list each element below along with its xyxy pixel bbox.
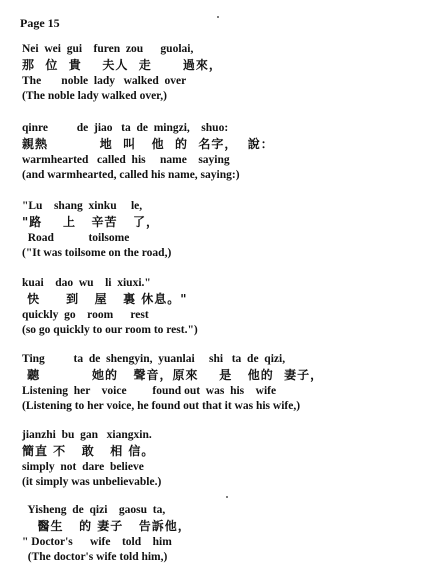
translation-line: (The doctor's wife told him,) (22, 551, 168, 563)
hanzi-line: 快 到 屋 裏 休息。" (22, 292, 188, 306)
pinyin-line: Ting ta de shengyin, yuanlai shi ta de qizi, (22, 353, 286, 365)
pinyin-line: Yisheng de qizi gaosu ta, (22, 504, 166, 516)
hanzi-line: 醫生 的 妻子 告訴他， (22, 519, 191, 533)
gloss-line: Road toilsome (22, 232, 130, 244)
pinyin-line: qinre de jiao ta de mingzi, shuo: (22, 122, 229, 134)
translation-line: (Listening to her voice, he found out that it was his wife,) (22, 400, 301, 412)
gloss-line: quickly go room rest (22, 309, 149, 321)
page-number: Page 15 (20, 16, 60, 30)
translation-line: (The noble lady walked over,) (22, 90, 167, 102)
hanzi-line: "路 上 辛苦 了， (22, 215, 160, 229)
scan-speck (217, 16, 219, 18)
hanzi-line: 簡直 不 敢 相 信。 (22, 444, 155, 458)
translation-line: (and warmhearted, called his name, saying:) (22, 169, 240, 181)
translation-line: (so go quickly to our room to rest.") (22, 324, 198, 336)
gloss-line: " Doctor's wife told him (22, 536, 172, 548)
scan-speck (226, 496, 228, 498)
hanzi-line: 聽 她的 聲音，原來 是 他的 妻子， (22, 368, 324, 382)
pinyin-line: jianzhi bu gan xiangxin. (22, 429, 152, 441)
translation-line: ("It was toilsome on the road,) (22, 247, 172, 259)
gloss-line: The noble lady walked over (22, 75, 187, 87)
pinyin-line: kuai dao wu li xiuxi." (22, 277, 151, 289)
gloss-line: warmhearted called his name saying (22, 154, 230, 166)
pinyin-line: "Lu shang xinku le, (22, 200, 143, 212)
gloss-line: Listening her voice found out was his wife (22, 385, 277, 397)
hanzi-line: 那 位 貴 夫人 走 過來， (22, 58, 222, 72)
hanzi-line: 親熱 地 叫 他 的 名字， 說： (22, 137, 274, 151)
gloss-line: simply not dare believe (22, 461, 144, 473)
translation-line: (it simply was unbelievable.) (22, 476, 162, 488)
pinyin-line: Nei wei gui furen zou guolai, (22, 43, 194, 55)
